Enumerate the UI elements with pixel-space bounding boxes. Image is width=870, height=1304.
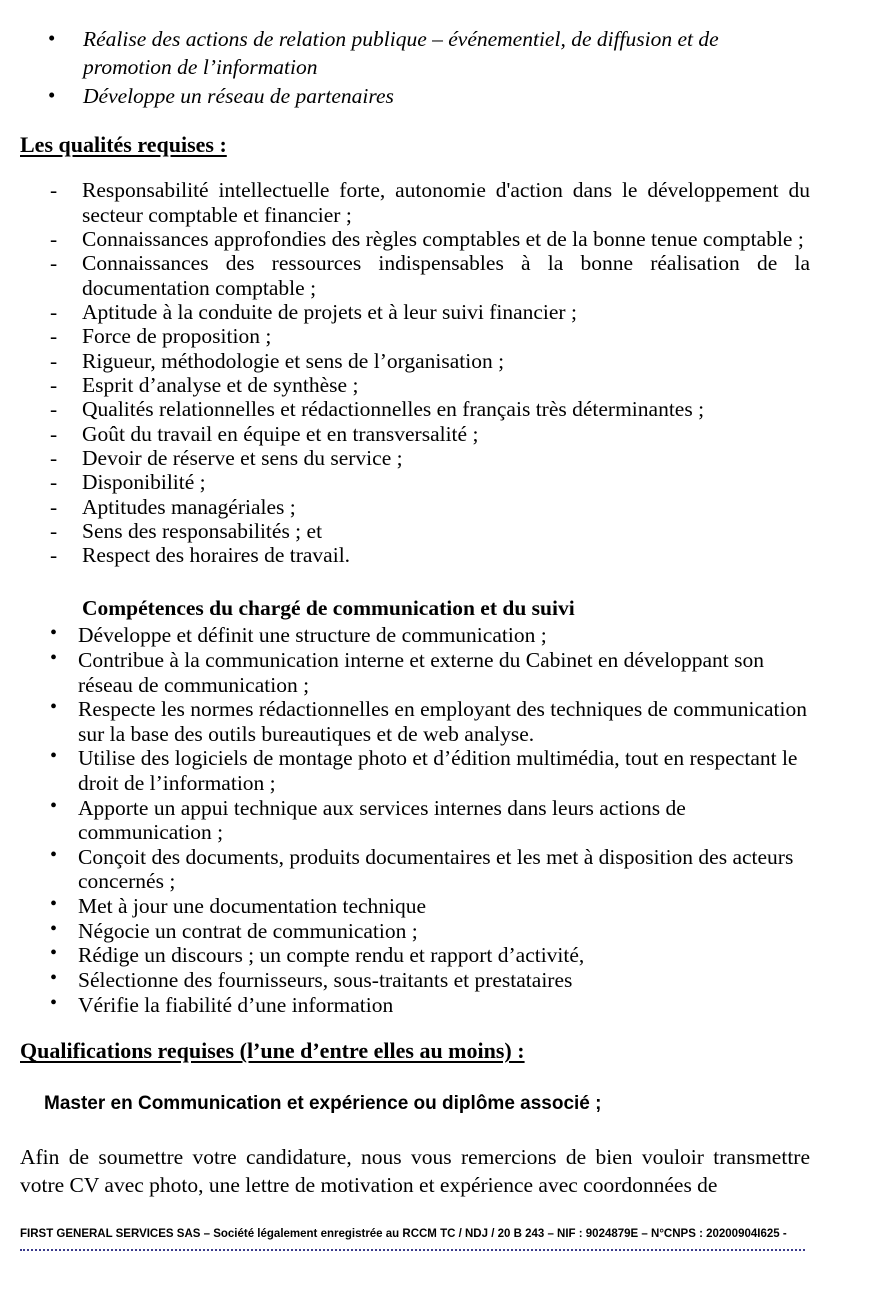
list-item: • Respecte les normes rédactionnelles en employant des techniques de communication sur la base des outils bureautiques et de web analyse. bbox=[20, 697, 810, 746]
list-item: - Rigueur, méthodologie et sens de l’organisation ; bbox=[20, 349, 810, 373]
closing-paragraph: Afin de soumettre votre candidature, nous vous remercions de bien vouloir transmettre votre CV avec photo, une lettre de motivation et expérience avec coordonnées de bbox=[20, 1145, 810, 1198]
list-item: - Responsabilité intellectuelle forte, autonomie d'action dans le développement du secteur comptable et financier ; bbox=[20, 178, 810, 227]
list-item: • Rédige un discours ; un compte rendu et rapport d’activité, bbox=[20, 943, 810, 968]
list-item: • Met à jour une documentation technique bbox=[20, 894, 810, 919]
list-item: - Goût du travail en équipe et en transversalité ; bbox=[20, 422, 810, 446]
footer-divider bbox=[20, 1249, 805, 1251]
list-item: - Respect des horaires de travail. bbox=[20, 543, 810, 567]
list-item: - Qualités relationnelles et rédactionnelles en français très déterminantes ; bbox=[20, 397, 810, 421]
page-footer bbox=[20, 1228, 810, 1251]
list-item: - Disponibilité ; bbox=[20, 470, 810, 494]
qualities-list bbox=[20, 178, 810, 567]
list-item: - Aptitude à la conduite de projets et à leur suivi financier ; bbox=[20, 300, 810, 324]
intro-bullet-list bbox=[20, 0, 810, 111]
competences-heading: Compétences du chargé de communication et du suivi bbox=[82, 595, 575, 620]
list-item: • Utilise des logiciels de montage photo et d’édition multimédia, tout en respectant le droit de l’information ; bbox=[20, 746, 810, 795]
footer-company-info: FIRST GENERAL SERVICES SAS – Société légalement enregistrée au RCCM TC / NDJ / 20 B 243 – NIF : 9024879E – N°CNPS : 20200904I625 - bbox=[20, 1228, 787, 1240]
list-item: • Conçoit des documents, produits documentaires et les met à disposition des acteurs concernés ; bbox=[20, 845, 810, 894]
list-item: • Réalise des actions de relation publique – événementiel, de diffusion et de promotion de l’information bbox=[20, 26, 810, 82]
qualifications-heading: Qualifications requises (l’une d’entre elles au moins) : bbox=[20, 1038, 525, 1064]
qualities-heading: Les qualités requises : bbox=[20, 131, 227, 157]
list-item: • Contribue à la communication interne et externe du Cabinet en développant son réseau de communication ; bbox=[20, 648, 810, 697]
competences-list bbox=[20, 623, 810, 1017]
list-item: - Esprit d’analyse et de synthèse ; bbox=[20, 373, 810, 397]
list-item: - Force de proposition ; bbox=[20, 324, 810, 348]
list-item: - Aptitudes managériales ; bbox=[20, 495, 810, 519]
list-item: • Négocie un contrat de communication ; bbox=[20, 919, 810, 944]
list-item: • Sélectionne des fournisseurs, sous-traitants et prestataires bbox=[20, 968, 810, 993]
list-item: - Devoir de réserve et sens du service ; bbox=[20, 446, 810, 470]
list-item: - Sens des responsabilités ; et bbox=[20, 519, 810, 543]
qualification-item: Master en Communication et expérience ou diplôme associé ; bbox=[44, 1092, 602, 1114]
document-body bbox=[20, 0, 810, 1200]
list-item: - Connaissances des ressources indispensables à la bonne réalisation de la documentation comptable ; bbox=[20, 251, 810, 300]
list-item: • Vérifie la fiabilité d’une information bbox=[20, 993, 810, 1018]
list-item: - Connaissances approfondies des règles comptables et de la bonne tenue comptable ; bbox=[20, 227, 810, 251]
list-item: • Apporte un appui technique aux services internes dans leurs actions de communication ; bbox=[20, 796, 810, 845]
list-item: • Développe un réseau de partenaires bbox=[20, 83, 810, 111]
list-item: • Développe et définit une structure de communication ; bbox=[20, 623, 810, 648]
